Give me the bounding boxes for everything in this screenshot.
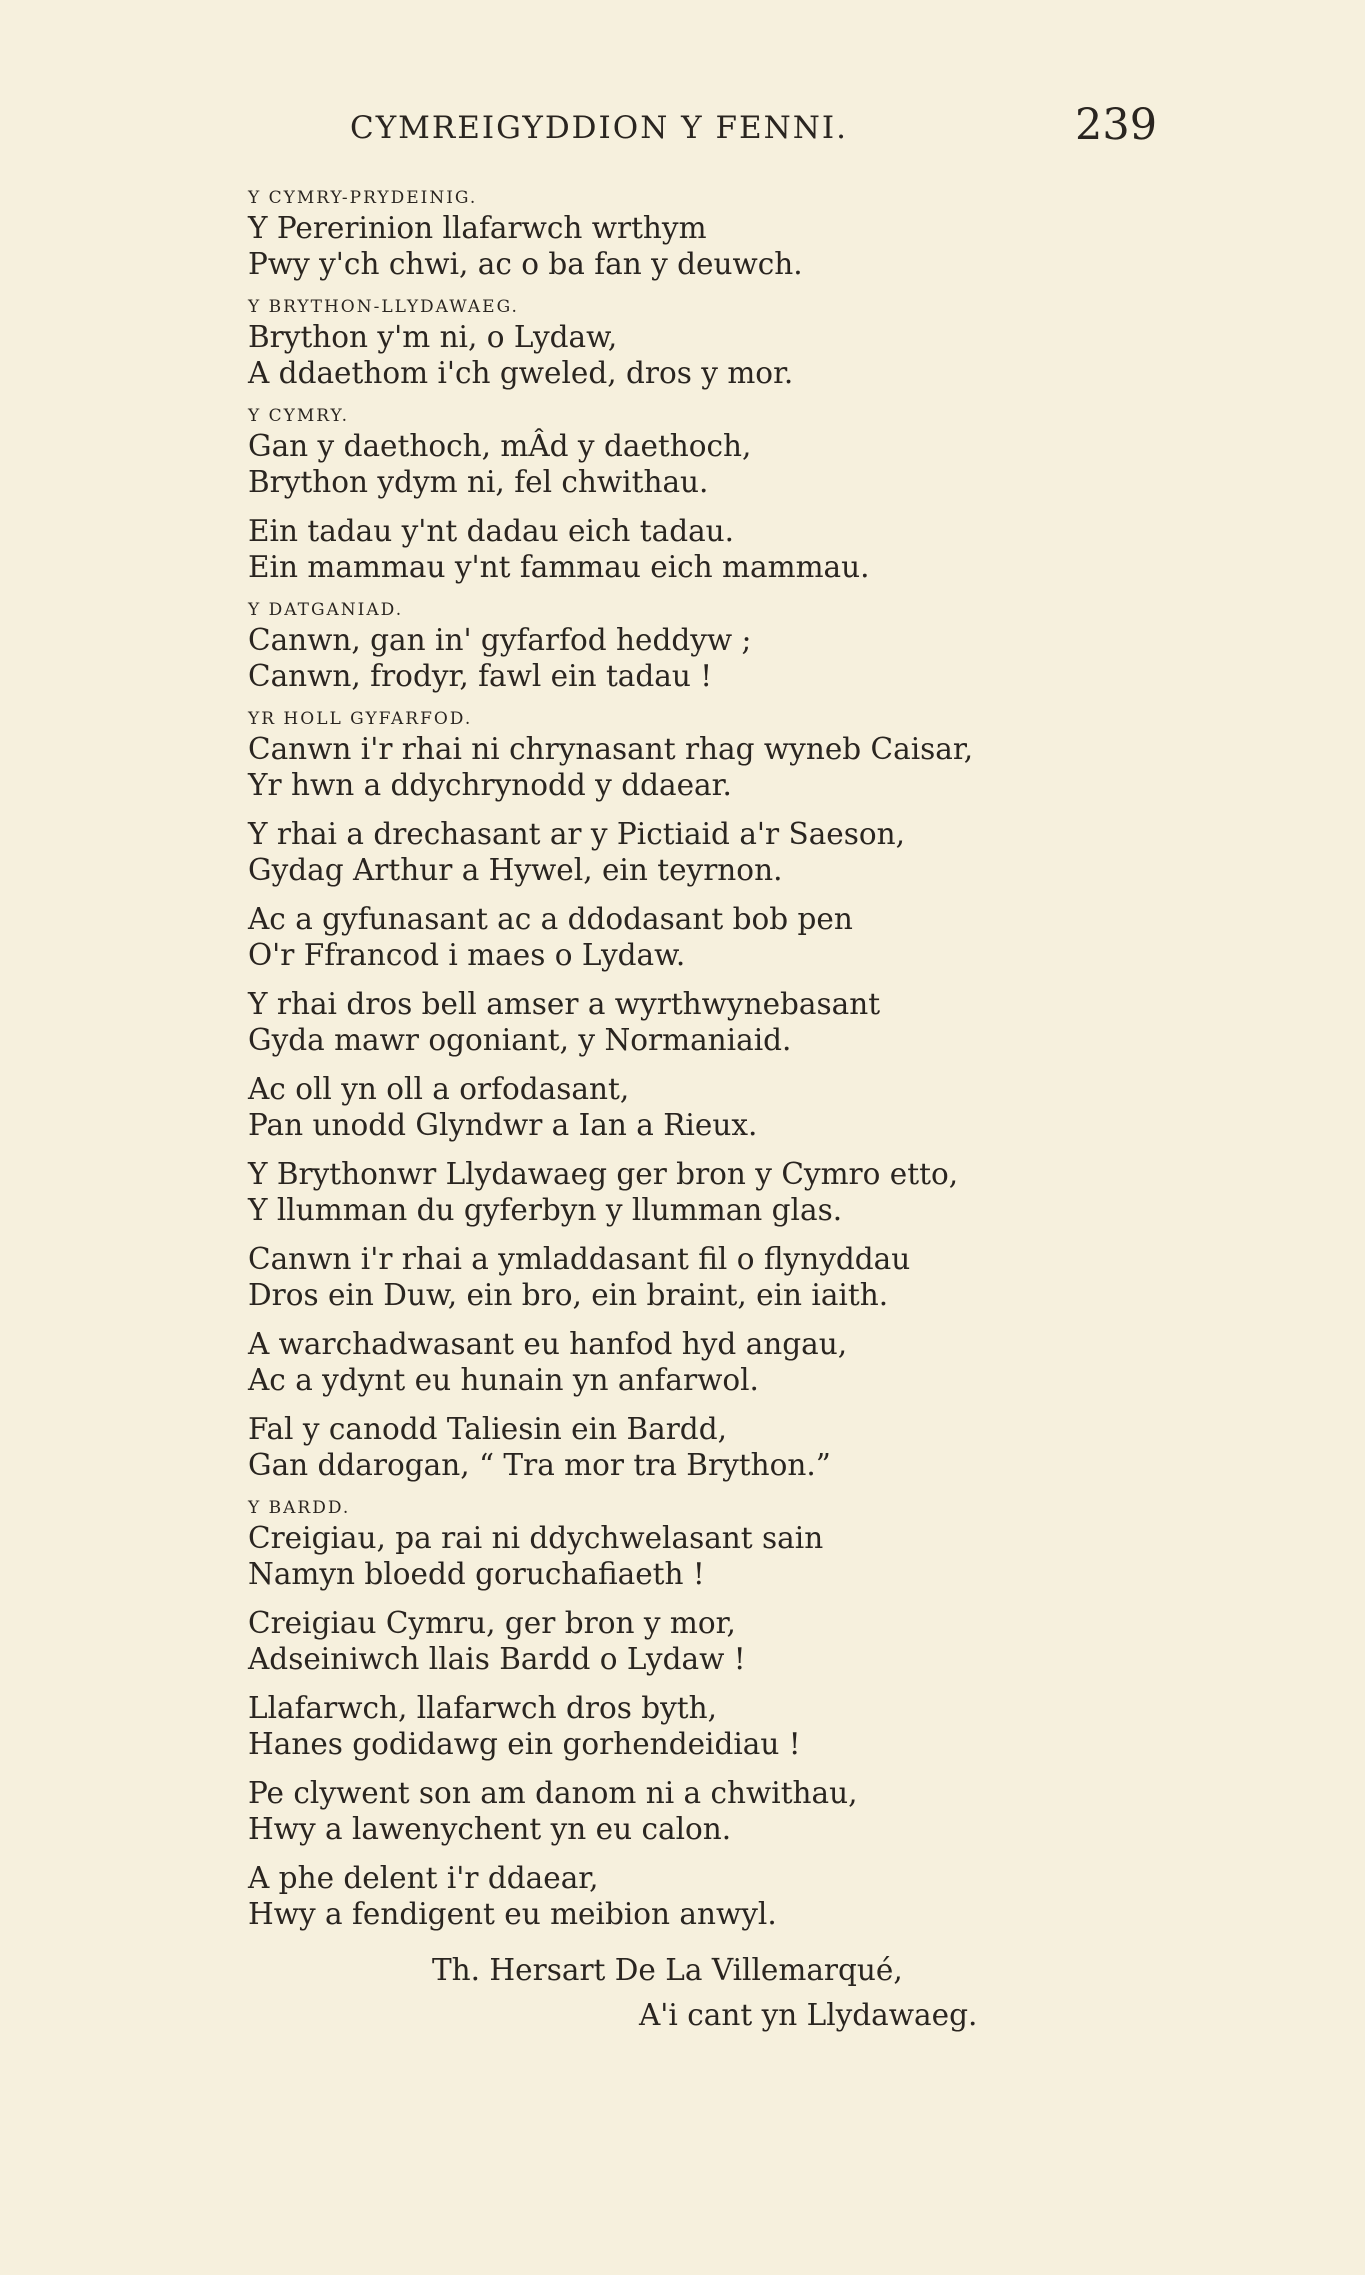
verse-line: Hwy a fendigent eu meibion anwyl. [248, 1897, 777, 1931]
stanza [248, 1156, 1248, 1228]
stanza [248, 731, 1248, 803]
running-title: CYMREIGYDDION Y FENNI. [350, 110, 848, 146]
verse-line: Brython y'm ni, o Lydaw, [248, 320, 618, 354]
verse-line: Hwy a lawenychent yn eu calon. [248, 1812, 732, 1846]
translation-note: A'i cant yn Llydawaeg. [639, 1998, 978, 2032]
speaker-heading: Y BRYTHON-LLYDAWAEG. [248, 297, 519, 317]
stanza [248, 210, 1248, 282]
poem-body [248, 186, 1248, 2048]
verse-line: O'r Ffrancod i maes o Lydaw. [248, 938, 686, 972]
verse-line: Namyn bloedd goruchafiaeth ! [248, 1557, 705, 1591]
verse-line: Creigiau Cymru, ger bron y mor, [248, 1606, 736, 1640]
verse-line: Ein mammau y'nt fammau eich mammau. [248, 550, 870, 584]
verse-line: Canwn i'r rhai a ymladdasant fil o flynyddau [248, 1242, 911, 1276]
speaker-heading: Y BARDD. [248, 1498, 351, 1518]
verse-line: Canwn i'r rhai ni chrynasant rhag wyneb Caisar, [248, 732, 974, 766]
stanza [248, 1241, 1248, 1313]
stanza [248, 622, 1248, 694]
verse-line: Llafarwch, llafarwch dros byth, [248, 1691, 718, 1725]
verse-line: Y llumman du gyferbyn y llumman glas. [248, 1193, 843, 1227]
verse-line: Adseiniwch llais Bardd o Lydaw ! [248, 1642, 746, 1676]
verse-line: A ddaethom i'ch gweled, dros y mor. [248, 356, 794, 390]
verse-line: Pwy y'ch chwi, ac o ba fan y deuwch. [248, 247, 803, 281]
verse-line: Dros ein Duw, ein bro, ein braint, ein iaith. [248, 1278, 889, 1312]
verse-line: Brython ydym ni, fel chwithau. [248, 465, 709, 499]
verse-line: Gydag Arthur a Hywel, ein teyrnon. [248, 853, 783, 887]
stanza [248, 1326, 1248, 1398]
stanza [248, 1520, 1248, 1592]
verse-line: Fal y canodd Taliesin ein Bardd, [248, 1412, 727, 1446]
stanza [248, 1411, 1248, 1483]
verse-line: Ein tadau y'nt dadau eich tadau. [248, 514, 735, 548]
stanza [248, 1690, 1248, 1762]
stanza [248, 1860, 1248, 1932]
signature-block [248, 1948, 1248, 2048]
speaker-heading: YR HOLL GYFARFOD. [248, 709, 473, 729]
verse-line: Y rhai dros bell amser a wyrthwynebasant [248, 987, 881, 1021]
stanza [248, 319, 1248, 391]
author-signature: Th. Hersart De La Villemarqué, [432, 1953, 903, 1987]
speaker-heading: Y CYMRY-PRYDEINIG. [248, 188, 478, 208]
verse-line: Y Pererinion llafarwch wrthym [248, 211, 707, 245]
stanza [248, 816, 1248, 888]
verse-line: Y Brythonwr Llydawaeg ger bron y Cymro etto, [248, 1157, 959, 1191]
verse-line: Ac a ydynt eu hunain yn anfarwol. [248, 1363, 759, 1397]
speaker-heading: Y DATGANIAD. [248, 600, 404, 620]
verse-line: Hanes godidawg ein gorhendeidiau ! [248, 1727, 801, 1761]
verse-line: Pe clywent son am danom ni a chwithau, [248, 1776, 858, 1810]
stanza [248, 986, 1248, 1058]
verse-line: Canwn, frodyr, fawl ein tadau ! [248, 659, 713, 693]
verse-line: Pan unodd Glyndwr a Ian a Rieux. [248, 1108, 758, 1142]
verse-line: A warchadwasant eu hanfod hyd angau, [248, 1327, 848, 1361]
verse-line: Ac oll yn oll a orfodasant, [248, 1072, 630, 1106]
stanza [248, 428, 1248, 500]
verse-line: Gan y daethoch, mÂd y daethoch, [248, 429, 752, 463]
verse-line: Y rhai a drechasant ar y Pictiaid a'r Saeson, [248, 817, 906, 851]
stanza [248, 513, 1248, 585]
verse-line: Gyda mawr ogoniant, y Normaniaid. [248, 1023, 792, 1057]
verse-line: Ac a gyfunasant ac a ddodasant bob pen [248, 902, 853, 936]
verse-line: A phe delent i'r ddaear, [248, 1861, 599, 1895]
verse-line: Creigiau, pa rai ni ddychwelasant sain [248, 1521, 824, 1555]
verse-line: Yr hwn a ddychrynodd y ddaear. [248, 768, 732, 802]
stanza [248, 1775, 1248, 1847]
stanza [248, 1605, 1248, 1677]
stanza [248, 901, 1248, 973]
verse-line: Gan ddarogan, “ Tra mor tra Brython.” [248, 1448, 831, 1482]
stanza [248, 1071, 1248, 1143]
page-number: 239 [1075, 100, 1158, 150]
verse-line: Canwn, gan in' gyfarfod heddyw ; [248, 623, 752, 657]
speaker-heading: Y CYMRY. [248, 406, 349, 426]
